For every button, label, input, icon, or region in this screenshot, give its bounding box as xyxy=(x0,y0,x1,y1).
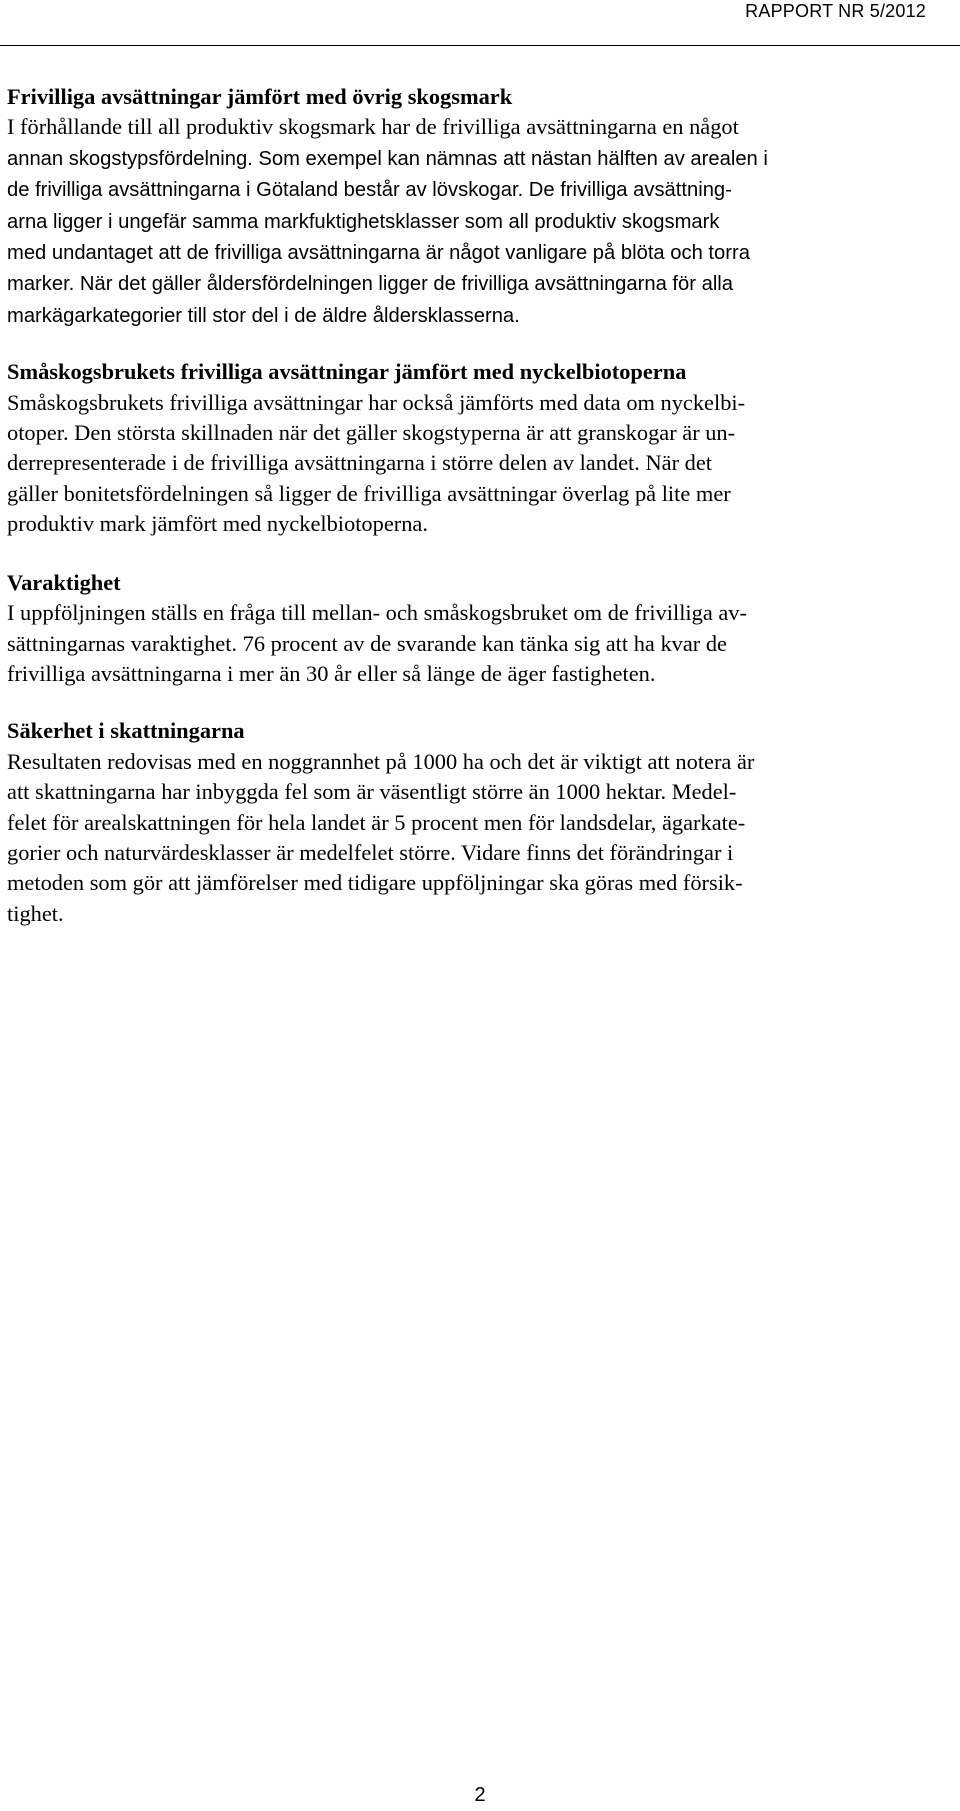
section-paragraph xyxy=(7,388,952,540)
section-heading: Varaktighet xyxy=(7,569,121,595)
section-voluntary-vs-other-forest xyxy=(7,82,952,331)
paragraph-line: Småskogsbrukets frivilliga avsättningar har också jämförts med data om nyckelbi- xyxy=(7,389,746,415)
section-small-scale-vs-key-biotopes xyxy=(7,357,952,539)
section-permanence xyxy=(7,568,952,690)
paragraph-line: I uppföljningen ställs en fråga till mellan- och småskogsbruket om de frivilliga av- xyxy=(7,600,747,626)
page-number: 2 xyxy=(474,1784,486,1806)
paragraph-line: I förhållande till all produktiv skogsmark har de frivilliga avsättningarna en något xyxy=(7,114,739,140)
paragraph-line: felet för arealskattningen för hela landet är 5 procent men för landsdelar, ägarkate- xyxy=(7,809,746,835)
paragraph-line: produktiv mark jämfört med nyckelbiotoperna. xyxy=(7,511,428,537)
paragraph-line: frivilliga avsättningarna i mer än 30 år eller så länge de äger fastigheten. xyxy=(7,660,656,686)
document-body xyxy=(7,82,952,955)
paragraph-line: derrepresenterade i de frivilliga avsättningarna i större delen av landet. När det xyxy=(7,450,712,476)
paragraph-line: tighet. xyxy=(7,900,64,926)
section-paragraph xyxy=(7,112,952,331)
paragraph-line: gäller bonitetsfördelningen så ligger de frivilliga avsättningar överlag på lite mer xyxy=(7,480,731,506)
paragraph-line: marker. När det gäller åldersfördelningen ligger de frivilliga avsättningarna för alla xyxy=(7,273,734,296)
paragraph-line: Resultaten redovisas med en noggrannhet på 1000 ha och det är viktigt att notera är xyxy=(7,748,755,774)
paragraph-line: gorier och naturvärdesklasser är medelfelet större. Vidare finns det förändringar i xyxy=(7,839,734,865)
section-estimate-accuracy xyxy=(7,716,952,929)
paragraph-line: de frivilliga avsättningarna i Götaland består av lövskogar. De frivilliga avsättning- xyxy=(7,179,732,202)
paragraph-line: annan skogstypsfördelning. Som exempel kan nämnas att nästan hälften av arealen i xyxy=(7,147,768,170)
paragraph-line: med undantaget att de frivilliga avsättningarna är något vanligare på blöta och torra xyxy=(7,242,750,265)
paragraph-line: otoper. Den största skillnaden när det gäller skogstyperna är att granskogar är un- xyxy=(7,420,736,446)
page-header xyxy=(0,0,960,46)
report-number-label: RAPPORT NR 5/2012 xyxy=(745,1,926,21)
section-heading: Småskogsbrukets frivilliga avsättningar jämfört med nyckelbiotoperna xyxy=(7,359,687,385)
section-heading: Säkerhet i skattningarna xyxy=(7,718,245,744)
paragraph-line: markägarkategorier till stor del i de äldre åldersklasserna. xyxy=(7,304,520,327)
paragraph-line: sättningarnas varaktighet. 76 procent av de svarande kan tänka sig att ha kvar de xyxy=(7,630,727,656)
section-paragraph xyxy=(7,747,952,929)
section-paragraph xyxy=(7,598,952,689)
paragraph-line: att skattningarna har inbyggda fel som är väsentligt större än 1000 hektar. Medel- xyxy=(7,779,737,805)
paragraph-line: arna ligger i ungefär samma markfuktighetsklasser som all produktiv skogsmark xyxy=(7,210,720,233)
section-heading: Frivilliga avsättningar jämfört med övrig skogsmark xyxy=(7,84,513,109)
paragraph-line: metoden som gör att jämförelser med tidigare uppföljningar ska göras med försik- xyxy=(7,870,743,896)
